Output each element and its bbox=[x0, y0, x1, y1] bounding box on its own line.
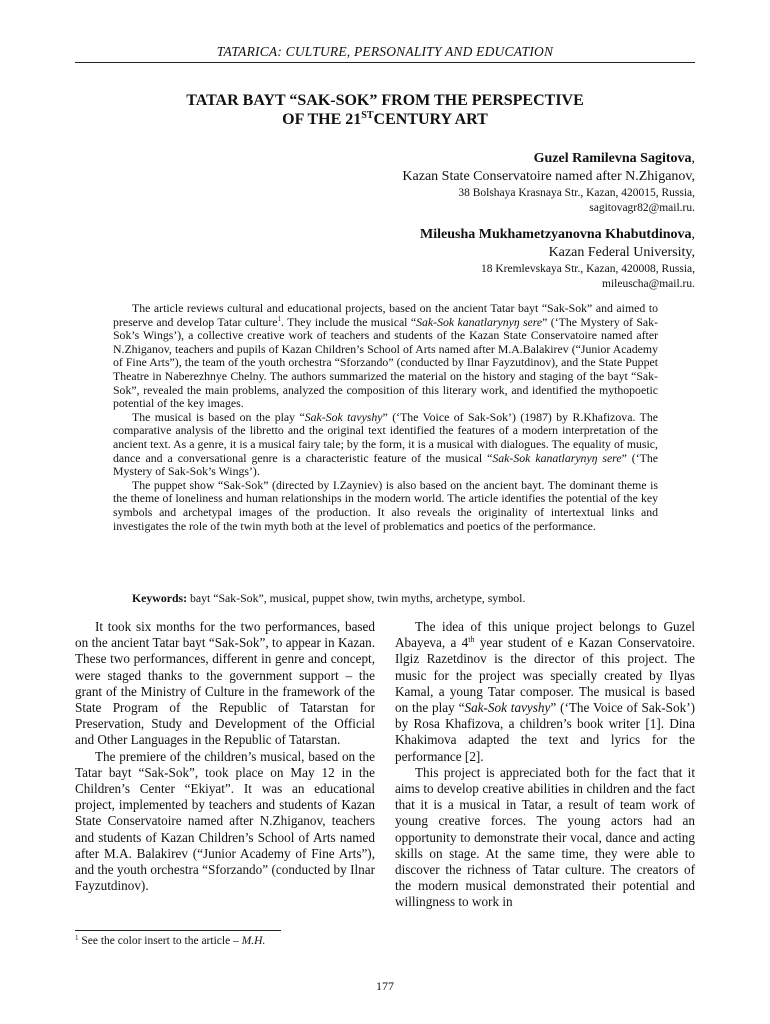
body-paragraph: It took six months for the two performances, based on the ancient Tatar bayt “Sak-Sok”, to appear in Kazan. These two performances, different in genre and concept, were staged thanks to the government support – the grant of the Ministry of Culture in the framework of the State Program of the Republic of Tatarstan for Preservation, Study and Development of the Official and Other Languages in the Republic of Tatarstan. bbox=[75, 619, 375, 748]
author-block-2: Mileusha Mukhametzyanovna Khabutdinova, Kazan Federal University, 18 Kremlevskaya Str., Kazan, 420008, Russia, mileuscha@mail.ru. bbox=[420, 227, 695, 290]
header-rule bbox=[75, 62, 695, 63]
title-line-2-post: CENTURY ART bbox=[373, 111, 488, 128]
author-address: 38 Bolshaya Krasnaya Str., Kazan, 420015, Russia, bbox=[458, 187, 695, 199]
keywords-text: bayt “Sak-Sok”, musical, puppet show, twin myths, archetype, symbol. bbox=[187, 591, 526, 605]
title-line-1: TATAR BAYT “SAK-SOK” FROM THE PERSPECTIVE bbox=[186, 92, 584, 109]
footnote: $^1$ See the color insert to the article – M.H. bbox=[75, 934, 266, 947]
body-paragraph: The premiere of the children’s musical, based on the Tatar bayt “Sak-Sok”, took place on May 12 in the Children’s Center “Ekiyat”. It was an educational project, implemented by teachers and students of Kazan State Conservatoire named after N.Zhiganov, teachers and students of Kazan Children’s School of Arts named after M.A. Balakirev (“Junior Academy of Fine Arts”), and the youth orchestra “Sforzando” (conducted by Ilnar Fayzutdinov). bbox=[75, 748, 375, 894]
running-head: TATARICA: CULTURE, PERSONALITY AND EDUCATION bbox=[216, 44, 554, 59]
abstract-paragraph-3: The puppet show “Sak-Sok” (directed by I.Zayniev) is also based on the ancient bayt. The dominant theme is the theme of loneliness and human relationships in the modern world. The article identifies the potential of the key symbols and archetypal images of the production. It also reveals the originality of intertextual links and investigates the role of the twin myth both at the level of problematics and poetics of the performance. bbox=[113, 477, 658, 533]
author-address: 18 Kremlevskaya Str., Kazan, 420008, Russia, bbox=[481, 263, 695, 275]
author-email[interactable]: sagitovagr82@mail.ru. bbox=[589, 202, 695, 214]
author-institution: Kazan Federal University, bbox=[548, 245, 695, 260]
footnote-marker[interactable]: 1 bbox=[277, 314, 282, 323]
author-name: Mileusha Mukhametzyanovna Khabutdinova bbox=[420, 227, 692, 242]
keywords bbox=[113, 591, 658, 606]
author-institution: Kazan State Conservatoire named after N.Zhiganov, bbox=[402, 169, 695, 184]
title-superscript: ST bbox=[361, 110, 374, 121]
keywords-label: Keywords: bbox=[132, 591, 188, 605]
body-column-right bbox=[395, 619, 695, 911]
body-paragraph: The idea of this unique project belongs to Guzel Abayeva, a 4th year student of e Kazan Conservatoire. Ilgiz Razetdinov is the director of this project. The music for the project was specially created by Ilyas Kamal, a young Tatar composer. The musical is based on the play “Sak-Sok tavyshy” (‘The Voice of Sak-Sok’) by Rosa Khafizova, a children’s book writer [1]. Dina Khakimova adapted the text and lyrics for the performance [2]. bbox=[395, 619, 696, 764]
page-number: 177 bbox=[376, 979, 394, 993]
footnote-rule bbox=[75, 930, 281, 931]
author-name: Guzel Ramilevna Sagitova bbox=[533, 151, 692, 166]
title-line-2 bbox=[75, 110, 695, 129]
author-email[interactable]: mileuscha@mail.ru. bbox=[602, 278, 695, 290]
abstract-paragraph-2: The musical is based on the play “Sak-Sok tavyshy” (‘The Voice of Sak-Sok’) (1987) by R.Khafizova. The comparative analysis of the libretto and the original text identified the features of a modern interpretation of the ancient text. As a genre, it is a musical fairy tale; by the form, it is a musical with dialogues. The equality of music, dance and a conversational genre is a characteristic feature of the musical “Sak-Sok kanatlarynyŋ sere” (‘The Mystery of Sak-Sok’s Wings’). bbox=[113, 409, 658, 479]
body-paragraph: This project is appreciated both for the fact that it aims to develop creative abilities in children and the fact that it is a musical in Tatar, a result of team work of young creative forces. The young actors had an opportunity to demonstrate their vocal, dance and acting skills on stage. At the same time, they were able to discover the richness of Tatar culture. The creators of the modern musical demonstrated their potential and willingness to work in bbox=[395, 764, 695, 910]
article-title bbox=[75, 91, 695, 129]
abstract-paragraph-1: The article reviews cultural and educational projects, based on the ancient Tatar bayt “Sak-Sok” and aimed to preserve and develop Tatar culture$^1$. They include the musical “Sak-Sok kanatlarynyŋ sere” (‘The Mystery of Sak-Sok’s Wings’), a collective creative work of teachers and students of the Kazan State Conservatoire named after N.Zhiganov, teachers and pupils of Kazan Children’s School of Arts named after M.A.Balakirev (“Junior Academy of Fine Arts”), the team of the youth orchestra “Sforzando” (conducted by Ilnar Fayzutdinov), and the State Puppet Theatre in Naberezhnye Chelny. The authors summarized the material on the history and staging of the bayt “Sak-Sok”, revealed the main problems, analyzed the composition of this literary work, and identified the mythopoetic potential of the key images. bbox=[113, 301, 658, 411]
abstract bbox=[113, 302, 658, 533]
author-block-1: Guzel Ramilevna Sagitova, Kazan State Conservatoire named after N.Zhiganov, 38 Bolshaya Krasnaya Str., Kazan, 420015, Russia, sagitovagr82@mail.ru. bbox=[402, 151, 695, 214]
body-column-left bbox=[75, 619, 375, 894]
title-line-2-pre: OF THE 21 bbox=[282, 111, 362, 128]
